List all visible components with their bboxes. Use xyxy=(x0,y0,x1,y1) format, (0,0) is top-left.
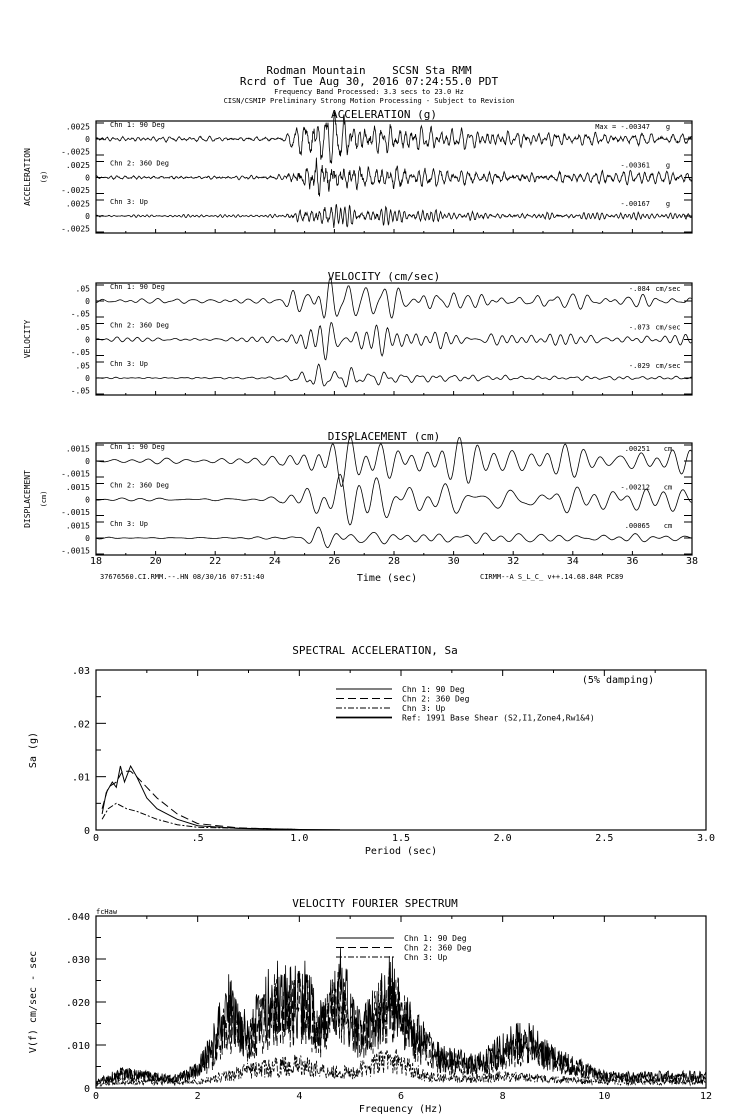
y-tick-label: -.0025 xyxy=(61,147,90,157)
x-tick-label: 8 xyxy=(499,1091,506,1102)
channel-label: Chn 3: Up xyxy=(110,360,148,368)
panel-title: VELOCITY (cm/sec) xyxy=(327,270,441,283)
y-tick-label: 0 xyxy=(83,1084,90,1095)
corner-label: fcHaw xyxy=(96,908,118,916)
y-tick-label: .01 xyxy=(71,772,90,784)
fourier-spectrum-chart xyxy=(28,897,712,1115)
panel-acceleration xyxy=(23,108,692,234)
waveform-3 xyxy=(96,364,691,387)
channel-label: Chn 1: 90 Deg xyxy=(110,283,165,291)
y-tick-label: 0 xyxy=(85,297,90,306)
x-tick-label: 24 xyxy=(268,556,281,567)
y-tick-label: 0 xyxy=(85,534,90,543)
channel-max: -.029 xyxy=(628,362,650,370)
legend-label: Chn 2: 360 Deg xyxy=(402,694,470,704)
y-axis-label: V(f) cm/sec - sec xyxy=(28,950,39,1054)
x-tick-label: 34 xyxy=(566,556,579,567)
damping-note: (5% damping) xyxy=(581,675,655,686)
channel-max: -.00361 xyxy=(620,161,650,170)
y-tick-label: .010 xyxy=(65,1041,90,1052)
x-axis-label: Period (sec) xyxy=(364,846,438,857)
x-tick-label: 0 xyxy=(92,1091,100,1102)
legend-label: Ref: 1991 Base Shear (S2,I1,Zone4,Rw1&4) xyxy=(402,713,595,723)
y-tick-label: 0 xyxy=(85,374,90,383)
header-record: Rcrd of Tue Aug 30, 2016 07:24:55.0 PDT xyxy=(239,75,499,88)
legend-label: Chn 1: 90 Deg xyxy=(404,934,467,943)
y-tick-label: .03 xyxy=(71,666,90,677)
x-tick-label: 20 xyxy=(149,556,162,567)
header-disclaimer: CISN/CSMIP Preliminary Strong Motion Processing - Subject to Revision xyxy=(223,97,515,105)
channel-unit: cm/sec xyxy=(655,285,681,293)
x-tick-label: .5 xyxy=(191,833,204,844)
time-history-panels xyxy=(23,108,698,567)
channel-unit: cm xyxy=(663,522,673,530)
y-tick-label: -.0015 xyxy=(61,508,90,517)
channel-max: -.084 xyxy=(628,285,650,293)
y-tick-label: -.0025 xyxy=(61,224,90,234)
x-tick-label: 12 xyxy=(699,1091,713,1102)
x-tick-label: 2.5 xyxy=(595,833,614,844)
x-tick-label: 18 xyxy=(89,556,103,567)
channel-unit: cm xyxy=(663,483,673,492)
y-tick-label: .05 xyxy=(75,361,90,371)
channel-unit: cm/sec xyxy=(655,362,681,370)
panel-ylabel: VELOCITY xyxy=(23,319,32,359)
waveform-1 xyxy=(96,437,691,486)
y-tick-label: .0015 xyxy=(65,521,90,531)
channel-label: Chn 2: 360 Deg xyxy=(110,159,170,168)
y-tick-label: .0015 xyxy=(65,483,90,492)
x-tick-label: 32 xyxy=(507,556,520,567)
header-band: Frequency Band Processed: 3.3 secs to 23.0 Hz xyxy=(274,88,464,96)
record-id: 37676560.CI.RMM.--.HN 08/30/16 07:51:40 xyxy=(100,573,265,581)
channel-label: Chn 3: Up xyxy=(110,198,148,206)
y-tick-label: 0 xyxy=(85,212,90,221)
x-tick-label: 3.0 xyxy=(696,833,716,844)
y-tick-label: 0 xyxy=(85,135,90,144)
legend-label: Chn 1: 90 Deg xyxy=(402,685,465,694)
channel-label: Chn 3: Up xyxy=(110,520,148,528)
panel-title: DISPLACEMENT (cm) xyxy=(327,430,441,443)
x-tick-label: 2.0 xyxy=(493,833,512,844)
series-line-chn-1 xyxy=(102,766,340,830)
channel-unit: g xyxy=(665,200,671,208)
channel-max: -.00167 xyxy=(620,200,650,208)
x-tick-label: 38 xyxy=(685,556,699,567)
channel-label: Chn 2: 360 Deg xyxy=(110,481,170,490)
x-tick-label: 6 xyxy=(397,1091,405,1102)
waveform-2 xyxy=(96,474,691,525)
x-tick-label: 1.0 xyxy=(290,833,309,844)
time-axis-footer xyxy=(100,573,623,584)
panel-velocity xyxy=(23,270,692,396)
series-line-chn-3 xyxy=(96,1049,706,1086)
legend-label: Chn 3: Up xyxy=(404,953,448,962)
channel-unit: cm xyxy=(663,445,673,453)
header-station: Rodman Mountain SCSN Sta RMM xyxy=(266,64,472,77)
channel-max: -.073 xyxy=(628,323,650,332)
y-axis-label: Sa (g) xyxy=(28,731,39,769)
y-tick-label: .05 xyxy=(75,323,90,332)
y-tick-label: .05 xyxy=(75,284,90,294)
spectral-acceleration-chart xyxy=(28,644,715,857)
x-tick-label: 4 xyxy=(296,1091,303,1102)
x-tick-label: 10 xyxy=(598,1091,611,1102)
y-tick-label: -.05 xyxy=(70,386,90,396)
y-tick-label: 0 xyxy=(85,173,90,183)
sa-title: SPECTRAL ACCELERATION, Sa xyxy=(292,644,458,657)
y-tick-label: .020 xyxy=(65,998,90,1009)
y-tick-label: -.0015 xyxy=(61,469,90,479)
x-tick-label: 30 xyxy=(447,556,460,567)
channel-max: -.00212 xyxy=(620,483,650,492)
plot-frame xyxy=(96,670,706,830)
y-tick-label: .0025 xyxy=(65,161,90,170)
channel-unit: cm/sec xyxy=(655,323,681,332)
panel-title: ACCELERATION (g) xyxy=(331,108,437,121)
panel-ylabel: DISPLACEMENT xyxy=(23,470,32,528)
waveform-2 xyxy=(96,322,691,359)
panel-displacement xyxy=(23,430,698,567)
time-axis-label: Time (sec) xyxy=(356,573,418,584)
fourier-title: VELOCITY FOURIER SPECTRUM xyxy=(292,897,458,910)
channel-unit: g xyxy=(665,123,671,131)
y-tick-label: .02 xyxy=(71,719,90,731)
y-tick-label: -.05 xyxy=(70,348,90,357)
x-tick-label: 28 xyxy=(387,556,401,567)
x-tick-label: 36 xyxy=(626,556,639,567)
y-tick-label: 0 xyxy=(85,495,90,505)
channel-max: Max = -.00347 xyxy=(595,123,650,131)
y-tick-label: 0 xyxy=(85,457,90,466)
y-tick-label: .040 xyxy=(65,912,90,923)
y-tick-label: -.05 xyxy=(70,309,90,319)
channel-max: .00065 xyxy=(624,522,650,530)
y-tick-label: -.0025 xyxy=(61,186,90,195)
channel-label: Chn 1: 90 Deg xyxy=(110,443,165,451)
x-tick-label: 22 xyxy=(209,556,222,567)
channel-unit: g xyxy=(665,161,671,170)
channel-label: Chn 2: 360 Deg xyxy=(110,321,170,330)
x-tick-label: 0 xyxy=(92,833,100,844)
waveform-2 xyxy=(96,158,692,197)
waveform-3 xyxy=(96,205,692,228)
y-tick-label: .0025 xyxy=(65,122,90,132)
panel-yunit: (cm) xyxy=(40,490,48,508)
panel-ylabel: ACCELERATION xyxy=(23,148,32,206)
x-tick-label: 26 xyxy=(328,556,341,567)
y-tick-label: .0025 xyxy=(65,199,90,209)
panel-yunit: (g) xyxy=(40,170,48,184)
processing-id: CIRMM--A S_L_C_ v++.14.68.84R PC89 xyxy=(480,573,624,581)
channel-max: .00251 xyxy=(624,445,650,453)
x-tick-label: 1.5 xyxy=(391,833,411,844)
y-tick-label: .030 xyxy=(65,955,90,966)
y-tick-label: 0 xyxy=(83,826,90,837)
channel-label: Chn 1: 90 Deg xyxy=(110,121,165,129)
x-axis-label: Frequency (Hz) xyxy=(358,1104,444,1115)
report-header xyxy=(224,64,515,105)
y-tick-label: 0 xyxy=(85,335,90,345)
y-tick-label: .0015 xyxy=(65,444,90,454)
series-line-chn-2 xyxy=(102,771,299,829)
x-tick-label: 2 xyxy=(194,1091,201,1102)
waveform-1 xyxy=(96,278,691,318)
legend-label: Chn 3: Up xyxy=(402,704,446,713)
y-tick-label: -.0015 xyxy=(61,546,90,556)
legend-label: Chn 2: 360 Deg xyxy=(404,943,472,953)
waveform-3 xyxy=(96,527,691,548)
